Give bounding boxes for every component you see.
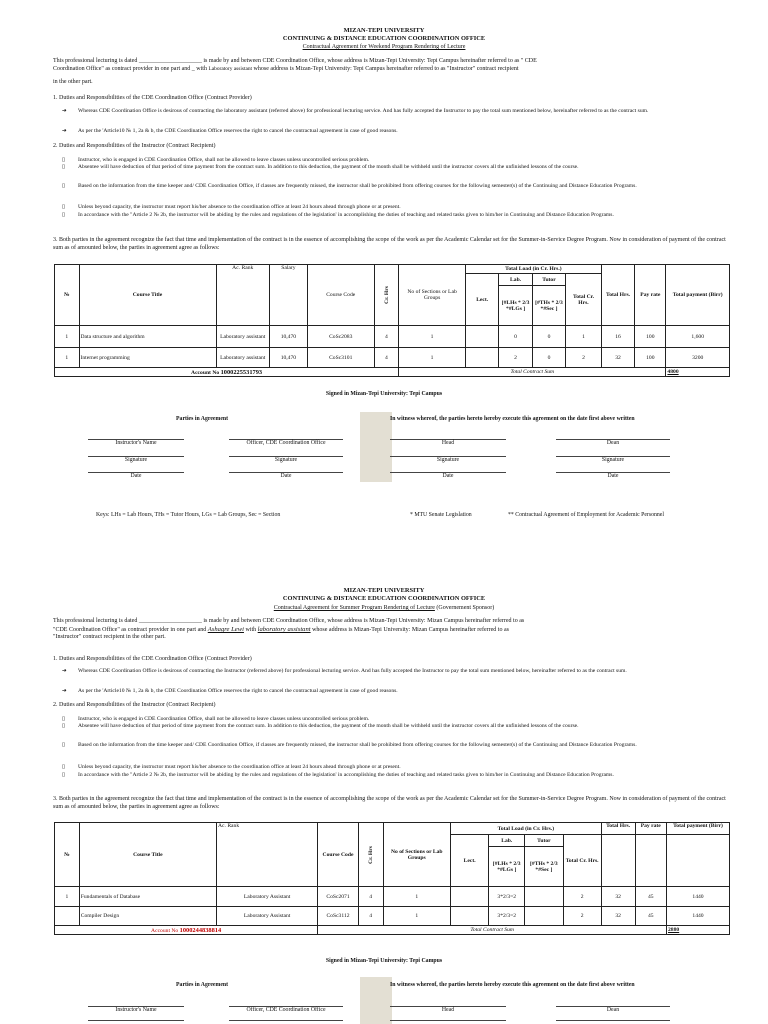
sig-date-label: Date <box>130 473 142 479</box>
course-load-table <box>54 822 730 935</box>
bullet-box-icon: ▯ <box>62 716 66 722</box>
col-sections: No of Sections or Lab Groups <box>383 823 451 887</box>
col-no: № <box>55 823 80 887</box>
section-2-bullet-3: ▯ Based on the information from the time keeper and/ CDE Coordination Office, if classes are frequently missed, the instructor shall be prohibited from offering courses for the following semester(s) of the Continuing and Distance Education Programs. <box>62 183 637 189</box>
divider-strip <box>360 412 392 482</box>
signed-location: Signed in Mizan-Tepi University: Tepi Campus <box>325 391 443 397</box>
col-lab: Lab. <box>489 835 525 847</box>
col-lab-formula: [#LHs * 2/3 *#LGs ] <box>489 847 525 887</box>
agreement-note: ** Contractual Agreement of Employment for Academic Personnel <box>508 512 664 518</box>
sig-dean: Dean <box>606 440 620 446</box>
col-total-cr: Total Cr. Hrs. <box>566 274 602 326</box>
instructor-rank: Laboratory assistant <box>208 66 253 72</box>
legislation-note: * MTU Senate Legislation <box>410 512 472 518</box>
sig-line <box>556 1020 670 1021</box>
col-total-cr: Total Cr. Hrs. <box>563 835 601 887</box>
total-sum: 4800 <box>666 368 730 377</box>
section-2-bullet-2: ▯ Absentee will have deduction of that period of time payment from the contract sum. In addition to this deduction, the payment of the month shall be withheld until the instructor covers all the unfinished lessons of the course. <box>62 164 579 170</box>
bullet-box-icon: ▯ <box>62 764 66 770</box>
sig-instructor-name: Instructor's Name <box>115 440 157 446</box>
table-row: 1 Fundamentals of Database Laboratory Assistant CoSc2071 4 1 3*2/3=2 2 32 45 1440 <box>55 887 730 907</box>
bullet-box-icon: ▯ <box>62 157 66 163</box>
witness-text: In witness whereof, the parties hereto hereby execute this agreement on the date first above written <box>390 982 635 988</box>
col-sections: No of Sections or Lab Groups <box>399 265 466 326</box>
col-course-title: Course Title <box>79 265 216 326</box>
sig-instructor-name: Instructor's Name <box>115 1007 157 1013</box>
col-salary: Salary <box>269 265 307 326</box>
section-2-heading: 2. Duties and Responsibilities of the Instructor (Contract Recipient) <box>53 702 216 708</box>
sig-head: Head <box>441 440 455 446</box>
col-course-code: Course Code <box>307 265 374 326</box>
col-course-title: Course Title <box>79 823 216 887</box>
section-2-bullet-5: ▯ In accordance with the "Article 2 № 2b, the instructor will be abiding by the rules and regulations of the legislation' in accomplishing the duties of teaching and related tasks given to him/her in Continuing and Distance Education Programs. <box>62 212 614 218</box>
col-rank: Ac. Rank <box>216 265 269 326</box>
bullet-box-icon: ▯ <box>62 212 66 218</box>
sig-signature-label: Signature <box>601 457 625 463</box>
col-total-hrs: Total Hrs. <box>601 823 635 835</box>
section-2-bullet-4: ▯ Unless beyond capacity, the instructor must report his/her absence to the coordination office at least 24 hours ahead through phone or at present. <box>62 204 401 210</box>
agreement-title-line: Contractual Agreement for Summer Program Rendering of Lecture (Governement Sponsor) <box>273 605 495 611</box>
bullet-arrow-icon: ➔ <box>62 128 67 134</box>
parties-heading: Parties in Agreement <box>176 982 229 988</box>
sig-date-label: Date <box>442 473 454 479</box>
sig-line <box>390 1020 506 1021</box>
intro-line-2 <box>53 66 729 74</box>
intro-line-3: in the other part. <box>53 79 93 85</box>
section-3-text: 3. Both parties in the agreement recognize the fact that time and implementation of the contract is in the essence of accomplishing the scope of the work as per the Academic Calendar set for the Summer-in-Service Degree Program. Now in consideration of payment of the contract sum as of amounted below, the parties in agreement agree as follows: <box>53 237 726 251</box>
col-tutor-formula: [#THs * 2/3 *#Sec ] <box>525 847 563 887</box>
account-number: Account No 1000225531793 <box>55 368 399 377</box>
office-name: CONTINUING & DISTANCE EDUCATION COORDINATION OFFICE <box>282 35 486 42</box>
section-1-bullet-2: ➔ As per the 'Article10 № 1, 2a & b, the CDE Coordination Office reserves the right to cancel the contractual agreement in case of good reasons. <box>62 688 398 694</box>
witness-text: In witness whereof, the parties hereto hereby execute this agreement on the date first above written <box>390 416 635 422</box>
bullet-box-icon: ▯ <box>62 204 66 210</box>
section-1-heading: 1. Duties and Responsibilities of the CDE Coordination Office (Contract Provider) <box>53 95 252 101</box>
intro-line-1: This professional lecturing is dated _____________________ is made by and between CDE Coordination Office, whose address is Mizan-Tepi University: Mizan Campus hereinafter referred to as <box>53 618 525 624</box>
col-total-load: Total Load (in Cr. Hrs.) <box>465 265 601 274</box>
sig-date-label: Date <box>280 473 292 479</box>
section-1-bullet-1: ➔ Whereas CDE Coordination Office is desirous of contracting the laboratory assistant (referred above) for professional lecturing service. And has fully accepted the Instructor to pay the total sum mentioned below, hereinafter referred to as the contract sum. <box>62 108 649 114</box>
col-total-hrs: Total Hrs. <box>601 265 634 326</box>
sig-officer: Officer, CDE Coordination Office <box>246 440 326 446</box>
intro-text: Coordination Office" as contract provider in one part and _ with <box>53 66 207 72</box>
intro-text-b: whose address is Mizan-Tepi University: Tepi Campus hereinafter referred to as "Instructor" contract recipient <box>253 66 519 72</box>
university-name: MIZAN-TEPI UNIVERSITY <box>343 587 425 594</box>
col-lect: Lect. <box>465 274 498 326</box>
col-cr-hrs: Cr. Hrs <box>374 265 399 326</box>
sig-line <box>88 1020 184 1021</box>
signed-location: Signed in Mizan-Tepi University: Tepi Campus <box>325 958 443 964</box>
total-label: Total Contract Sum <box>318 926 667 935</box>
course-load-table <box>54 264 730 377</box>
intro-line-2: "CDE Coordination Office" as contract provider in one part and Ashagre Lewi with laboratory assistant whose address is Mizan-Tepi University: Mizan Campus hereinafter referred to as <box>53 626 509 633</box>
bullet-arrow-icon: ➔ <box>62 688 67 694</box>
table-row: 1 Data structure and algorithm Laboratory assistant 10,470 CoSc2083 4 1 0 0 1 16 100 1,600 <box>55 326 730 348</box>
col-no: № <box>55 265 80 326</box>
section-2-heading: 2. Duties and Responsibilities of the Instructor (Contract Recipient) <box>53 143 216 149</box>
table-row: 1 Internet programming Laboratory assistant 10,470 CoSc3101 4 1 2 0 2 32 100 3200 <box>55 348 730 368</box>
section-2-bullet-5: ▯ In accordance with the "Article 2 № 2b, the instructor will be abiding by the rules and regulations of the legislation' in accomplishing the duties of teaching and related tasks given to him/her in Continuing and Distance Education Programs. <box>62 772 614 778</box>
section-2-bullet-3: ▯ Based on the information from the time keeper and/ CDE Coordination Office, if classes are frequently missed, the instructor shall be prohibited from offering courses for the following semester(s) of the Continuing and Distance Education Programs. <box>62 742 637 748</box>
col-lab-formula: [#LHs * 2/3 *#LGs ] <box>499 286 532 326</box>
bullet-box-icon: ▯ <box>62 742 66 748</box>
bullet-box-icon: ▯ <box>62 183 66 189</box>
total-label: Total Contract Sum <box>399 368 666 377</box>
sig-officer: Officer, CDE Coordination Office <box>246 1007 326 1013</box>
section-2-bullet-1: ▯ Instructor, who is engaged in CDE Coordination Office, shall not be allowed to leave classes unless uncontrolled serious problem. <box>62 716 370 722</box>
col-cr-hrs: Cr. Hrs <box>358 823 383 887</box>
col-tutor: Tutor <box>532 274 565 286</box>
total-row <box>55 368 730 377</box>
section-1-bullet-2: ➔ As per the 'Article10 № 1, 2a & b, the CDE Coordination Office reserves the right to cancel the contractual agreement in case of good reasons. <box>62 128 398 134</box>
keys-legend: Keys: LHs = Lab Hours, THs = Tutor Hours, LGs = Lab Groups, Sec = Section <box>96 512 281 518</box>
account-number: Account No 1000244838814 <box>55 926 318 935</box>
col-total-payment: Total payment (Birr) <box>666 265 730 326</box>
col-rank: Ac. Rank <box>217 823 318 887</box>
total-sum: 2880 <box>667 926 730 935</box>
col-tutor-formula: [#THs * 2/3 *#Sec ] <box>532 286 565 326</box>
instructor-name: Ashagre Lewi <box>207 626 244 633</box>
section-1-heading: 1. Duties and Responsibilities of the CDE Coordination Office (Contract Provider) <box>53 656 252 662</box>
col-lect: Lect. <box>451 835 489 887</box>
intro-line-1: This professional lecturing is dated _____________________ is made by and between CDE Coordination Office, whose address is Mizan-Tepi University: Tepi Campus hereinafter referred to as " CDE <box>53 58 537 64</box>
bullet-box-icon: ▯ <box>62 772 66 778</box>
bullet-box-icon: ▯ <box>62 164 66 170</box>
bullet-box-icon: ▯ <box>62 723 66 729</box>
sig-signature-label: Signature <box>274 457 298 463</box>
bullet-arrow-icon: ➔ <box>62 108 67 114</box>
sig-date-label: Date <box>607 473 619 479</box>
sig-dean: Dean <box>606 1007 620 1013</box>
instructor-rank: laboratory assistant <box>257 626 311 633</box>
section-2-bullet-2: ▯ Absentee will have deduction of that period of time payment from the contract sum. In addition to this deduction, the payment of the month shall be withheld until the instructor covers all the unfinished lessons of the course. <box>62 723 579 729</box>
office-name: CONTINUING & DISTANCE EDUCATION COORDINATION OFFICE <box>282 595 486 602</box>
bullet-arrow-icon: ➔ <box>62 668 67 674</box>
agreement-title: Contractual Agreement for Weekend Program Rendering of Lecture <box>302 44 466 50</box>
parties-heading: Parties in Agreement <box>176 416 229 422</box>
section-1-bullet-1: ➔ Whereas CDE Coordination Office is desirous of contracting the Instructor (referred above) for professional lecturing service. And has fully accepted the Instructor to pay the total sum mentioned below, hereinafter referred to as the contract sum. <box>62 668 627 674</box>
col-lab: Lab. <box>499 274 532 286</box>
section-2-bullet-4: ▯ Unless beyond capacity, the instructor must report his/her absence to the coordination office at least 24 hours ahead through phone or at present. <box>62 764 401 770</box>
sig-signature-label: Signature <box>124 457 148 463</box>
sig-head: Head <box>441 1007 455 1013</box>
total-row <box>55 926 730 935</box>
col-pay-rate: Pay rate <box>635 823 667 835</box>
section-2-bullet-1: ▯ Instructor, who is engaged in CDE Coordination Office, shall not be allowed to leave classes unless uncontrolled serious problem. <box>62 157 370 163</box>
divider-strip <box>360 977 392 1024</box>
col-total-payment: Total payment (Birr) <box>667 823 730 835</box>
intro-line-3: "Instructor" contract recipient in the other part. <box>53 634 166 640</box>
col-course-code: Course Code <box>318 823 359 887</box>
col-tutor: Tutor <box>525 835 563 847</box>
sig-signature-label: Signature <box>436 457 460 463</box>
sig-line <box>229 1020 343 1021</box>
university-name: MIZAN-TEPI UNIVERSITY <box>343 27 425 34</box>
col-total-load: Total Load (in Cr. Hrs.) <box>451 823 602 835</box>
section-3-text: 3. Both parties in the agreement recognize the fact that time and implementation of the contract is in the essence of accomplishing the scope of the work as per the Academic Calendar set for the Summer-in-Service Degree Program. Now in consideration of payment of the contract sum as of amounted below, the parties in agreement agree as follows: <box>53 796 726 810</box>
col-pay-rate: Pay rate <box>635 265 666 326</box>
table-row: Compiler Design Laboratory Assistant CoSc3112 4 1 3*2/3=2 2 32 45 1440 <box>55 907 730 926</box>
